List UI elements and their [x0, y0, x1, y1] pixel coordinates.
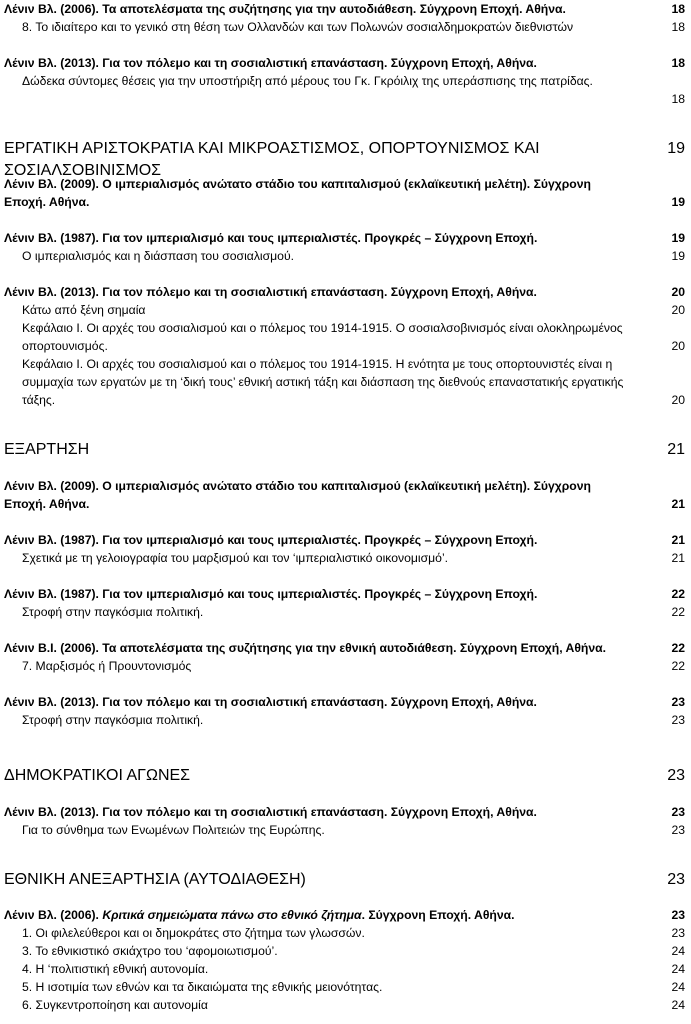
source-entry[interactable]: [4, 0, 685, 18]
source-entry[interactable]: [4, 54, 685, 72]
toc-item[interactable]: [22, 18, 685, 36]
page-number: 20: [671, 339, 685, 353]
entry-text: 6. Συγκεντροποίηση και αυτονομία: [22, 998, 208, 1012]
source-entry[interactable]: [4, 283, 685, 301]
page-number: 23: [671, 695, 685, 709]
page-number: 21: [671, 551, 685, 565]
entry-publisher: . Σύγχρονη Εποχή. Αθήνα.: [361, 908, 515, 922]
toc-item[interactable]: [22, 549, 685, 567]
entry-text: Λένιν Βλ. (2006). Τα αποτελέσματα της συζήτησης για την αυτοδιάθεση. Σύγχρονη Εποχή. Αθήνα.: [4, 2, 566, 16]
page-number: 19: [671, 249, 685, 263]
toc-item[interactable]: [22, 603, 685, 621]
entry-text: Στροφή στην παγκόσμια πολιτική.: [22, 605, 204, 619]
entry-text: ΕΡΓΑΤΙΚΗ ΑΡΙΣΤΟΚΡΑΤΙΑ ΚΑΙ ΜΙΚΡΟΑΣΤΙΣΜΟΣ, ΟΠΟΡΤΟΥΝΙΣΜΟΣ ΚΑΙ ΣΟΣΙΑΛΣΟΒΙΝΙΣΜΟΣ: [4, 140, 545, 179]
source-entry[interactable]: [4, 803, 685, 821]
toc-item[interactable]: [22, 657, 685, 675]
toc-item[interactable]: [22, 319, 685, 355]
entry-text: Κεφάλαιο Ι. Οι αρχές του σοσιαλισμού και ο πόλεμος του 1914-1915. Ο σοσιαλσοβινισμός είναι ολοκληρωμένος οπορτουνισμός.: [22, 321, 623, 353]
toc-item[interactable]: [22, 960, 685, 978]
entry-text: Λένιν Βλ. (1987). Για τον ιμπεριαλισμό και τους ιμπεριαλιστές. Προγκρές – Σύγχρονη Εποχή.: [4, 231, 538, 245]
source-entry[interactable]: [4, 693, 685, 711]
page-number: 23: [667, 767, 685, 784]
source-entry[interactable]: [4, 175, 685, 211]
page-number: 24: [671, 944, 685, 958]
entry-text: Για το σύνθημα των Ενωμένων Πολιτειών της Ευρώπης.: [22, 823, 325, 837]
entry-text: Ο ιμπεριαλισμός και η διάσπαση του σοσιαλισμού.: [22, 249, 295, 263]
entry-text: ΕΞΑΡΤΗΣΗ: [4, 441, 90, 458]
page-number: 18: [671, 56, 685, 70]
page-number: 19: [671, 231, 685, 245]
source-entry[interactable]: [4, 585, 685, 603]
entry-text: Δώδεκα σύντομες θέσεις για την υποστήριξη από μέρους του Γκ. Γκρόιλιχ της υπεράσπισης της πατρίδας.: [22, 74, 593, 88]
entry-text: 7. Μαρξισμός ή Προυντονισμός: [22, 659, 192, 673]
toc-item[interactable]: [22, 301, 685, 319]
toc-item[interactable]: [22, 247, 685, 265]
entry-text: Λένιν Β.Ι. (2006). Τα αποτελέσματα της συζήτησης για την εθνική αυτοδιάθεση. Σύγχρονη Εποχή, Αθήνα.: [4, 641, 607, 655]
entry-text: Λένιν Βλ. (2009). Ο ιμπεριαλισμός ανώτατο στάδιο του καπιταλισμού (εκλαϊκευτική μελέτη). Σύγχρονη Εποχή. Αθήνα.: [4, 177, 591, 209]
entry-text: Λένιν Βλ. (2009). Ο ιμπεριαλισμός ανώτατο στάδιο του καπιταλισμού (εκλαϊκευτική μελέτη). Σύγχρονη Εποχή. Αθήνα.: [4, 479, 591, 511]
page-number: 22: [671, 659, 685, 673]
page-number: 21: [671, 533, 685, 547]
entry-text: 3. Το εθνικιστικό σκιάχτρο του ‘αφομοιωτισμού’.: [22, 944, 278, 958]
page-number: 19: [671, 195, 685, 209]
toc-item[interactable]: [22, 942, 685, 960]
page-number: 18: [671, 2, 685, 16]
toc-item[interactable]: [22, 711, 685, 729]
page-number: 24: [671, 980, 685, 994]
page-number: 20: [671, 303, 685, 317]
entry-text: ΔΗΜΟΚΡΑΤΙΚΟΙ ΑΓΩΝΕΣ: [4, 767, 191, 784]
entry-title: Κριτικά σημειώματα πάνω στο εθνικό ζήτημα: [102, 908, 362, 922]
page-number: 22: [671, 605, 685, 619]
entry-text: Λένιν Βλ. (2013). Για τον πόλεμο και τη σοσιαλιστική επανάσταση. Σύγχρονη Εποχή, Αθήνα.: [4, 56, 537, 70]
entry-text: Στροφή στην παγκόσμια πολιτική.: [22, 713, 204, 727]
entry-text: 1. Οι φιλελεύθεροι και οι δημοκράτες στο ζήτημα των γλωσσών.: [22, 926, 365, 940]
page-number: 21: [671, 497, 685, 511]
toc-item[interactable]: [22, 978, 685, 996]
entry-text: Λένιν Βλ. (2013). Για τον πόλεμο και τη σοσιαλιστική επανάσταση. Σύγχρονη Εποχή, Αθήνα.: [4, 285, 537, 299]
page-number: 22: [671, 587, 685, 601]
source-entry[interactable]: [4, 639, 685, 657]
entry-text: Κάτω από ξένη σημαία: [22, 303, 146, 317]
page-number: 22: [671, 641, 685, 655]
toc-item[interactable]: [22, 924, 685, 942]
entry-text: ΕΘΝΙΚΗ ΑΝΕΞΑΡΤΗΣΙΑ (ΑΥΤΟΔΙΑΘΕΣΗ): [4, 871, 306, 888]
page-number: 24: [671, 962, 685, 976]
entry-text: 5. Η ισοτιμία των εθνών και τα δικαιώματα της εθνικής μειονότητας.: [22, 980, 383, 994]
page-number: 20: [671, 393, 685, 407]
page-number: 18: [671, 20, 685, 34]
entry-text: Λένιν Βλ. (1987). Για τον ιμπεριαλισμό και τους ιμπεριαλιστές. Προγκρές – Σύγχρονη Εποχή.: [4, 533, 538, 547]
toc-item[interactable]: [22, 72, 685, 90]
toc-item[interactable]: [22, 996, 685, 1014]
entry-author: Λένιν Βλ. (2006).: [4, 908, 103, 922]
page-number: 23: [671, 926, 685, 940]
toc-item[interactable]: [22, 355, 685, 409]
page-number: 23: [671, 805, 685, 819]
source-entry[interactable]: [4, 229, 685, 247]
entry-text: Λένιν Βλ. (2013). Για τον πόλεμο και τη σοσιαλιστική επανάσταση. Σύγχρονη Εποχή, Αθήνα.: [4, 805, 537, 819]
entry-text: [4, 906, 671, 924]
page-number: 23: [671, 908, 685, 922]
page-number: 21: [667, 441, 685, 458]
entry-text: 4. Η ‘πολιτιστική εθνική αυτονομία.: [22, 962, 209, 976]
section-heading[interactable]: [4, 765, 685, 787]
page-number: 23: [667, 871, 685, 888]
source-entry[interactable]: [4, 531, 685, 549]
entry-text: Λένιν Βλ. (1987). Για τον ιμπεριαλισμό και τους ιμπεριαλιστές. Προγκρές – Σύγχρονη Εποχή.: [4, 587, 538, 601]
page-number: 23: [671, 713, 685, 727]
entry-text: Λένιν Βλ. (2013). Για τον πόλεμο και τη σοσιαλιστική επανάσταση. Σύγχρονη Εποχή, Αθήνα.: [4, 695, 537, 709]
entry-text: 8. Το ιδιαίτερο και το γενικό στη θέση των Ολλανδών και των Πολωνών σοσιαλδημοκρατών διεθνιστών: [22, 20, 574, 34]
page-number: 23: [671, 823, 685, 837]
page-number: 18: [671, 92, 685, 106]
source-entry[interactable]: [4, 477, 685, 513]
toc-item[interactable]: [22, 821, 685, 839]
source-entry[interactable]: [4, 906, 685, 924]
page-number: 24: [671, 998, 685, 1012]
section-heading[interactable]: [4, 869, 685, 891]
entry-text: Σχετικά με τη γελοιογραφία του μαρξισμού και τον ‘ιμπεριαλιστικό οικονομισμό’.: [22, 551, 449, 565]
page-number: 19: [667, 140, 685, 157]
section-heading[interactable]: [4, 439, 685, 461]
page-number: 20: [671, 285, 685, 299]
entry-text: Κεφάλαιο Ι. Οι αρχές του σοσιαλισμού και ο πόλεμος του 1914-1915. Η ενότητα με τους οπορτουνιστές είναι η συμμαχία των εργατών με τη ‘δική τους’ εθνική αστική τάξη και διάσπαση της διεθνούς επαναστατικής εργατικής τάξης.: [22, 357, 624, 407]
